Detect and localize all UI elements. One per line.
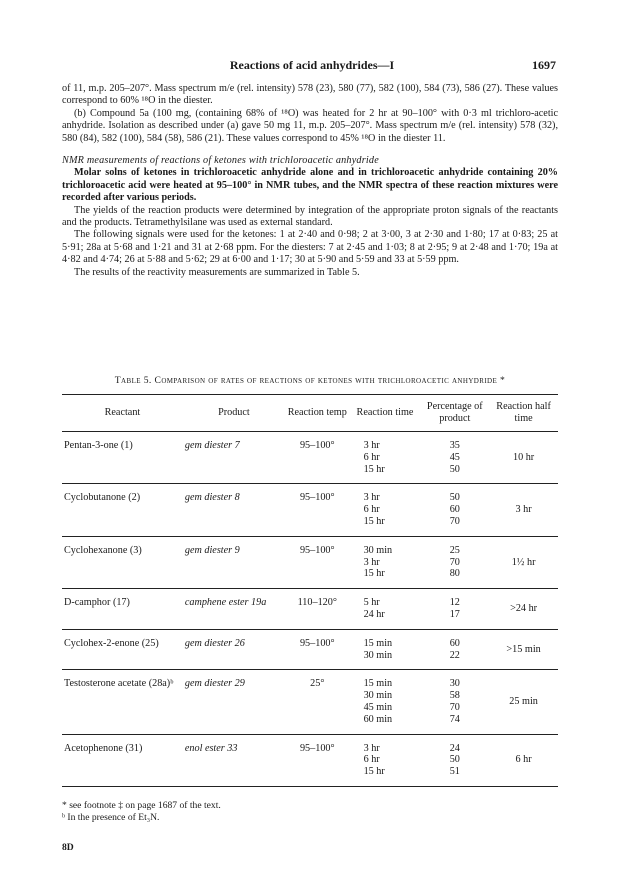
table-caption <box>62 375 558 386</box>
time-value: 15 hr <box>363 515 385 527</box>
percentage-value: 70 <box>449 515 460 527</box>
percentage-value: 51 <box>449 766 460 778</box>
percentage-value: 60 <box>449 637 460 649</box>
table-row <box>62 670 558 734</box>
percentage-value: 12 <box>449 597 460 609</box>
cell-percentages <box>420 670 489 734</box>
time-value: 3 hr <box>363 556 380 568</box>
body-text <box>62 83 558 279</box>
footnote-b: ᵇ In the presence of Et₃N. <box>62 812 160 823</box>
table-row <box>62 484 558 536</box>
time-value: 15 hr <box>363 568 385 580</box>
cell-temp: 95–100° <box>285 629 350 670</box>
percentage-value: 17 <box>449 608 460 620</box>
cell-times <box>350 432 421 484</box>
percentage-value: 60 <box>449 504 460 516</box>
cell-half-time: 10 hr <box>489 432 558 484</box>
table-row <box>62 629 558 670</box>
paragraph-mass-spectrum-a: of 11, m.p. 205–207°. Mass spectrum m/e (rel. intensity) 578 (23), 580 (77), 582 (100), 584 (73), 586 (27). These values correspond to 60% ¹⁸O in the diester. <box>62 83 558 107</box>
cell-times <box>350 536 421 588</box>
col-header-temp: Reaction temp <box>285 395 350 432</box>
cell-percentages <box>420 734 489 786</box>
percentage-value: 45 <box>449 451 460 463</box>
cell-half-time: >24 hr <box>489 589 558 630</box>
paragraph-yields: The yields of the reaction products were determined by integration of the appropriate proton signals of the reactants and the products. Tetramethylsilane was used as external standard. <box>62 204 558 229</box>
time-value: 3 hr <box>363 492 380 504</box>
cell-times <box>350 629 421 670</box>
percentage-value: 58 <box>449 690 460 702</box>
cell-reactant: Acetophenone (31) <box>62 734 183 786</box>
time-value: 3 hr <box>363 440 380 451</box>
cell-times <box>350 484 421 536</box>
cell-temp: 25° <box>285 670 350 734</box>
cell-product: enol ester 33 <box>183 734 285 786</box>
time-value: 15 min <box>363 637 393 649</box>
paragraph-results: The results of the reactivity measurements are summarized in Table 5. <box>74 266 360 278</box>
cell-product: gem diester 26 <box>183 629 285 670</box>
running-header-title: Reactions of acid anhydrides—I <box>229 58 395 72</box>
footnotes <box>62 800 221 824</box>
time-value: 15 hr <box>363 766 385 778</box>
cell-times <box>350 670 421 734</box>
cell-half-time: >15 min <box>489 629 558 670</box>
cell-temp: 95–100° <box>285 484 350 536</box>
cell-half-time: 3 hr <box>489 484 558 536</box>
percentage-value: 80 <box>449 568 460 580</box>
table-caption-text: Table 5. Comparison of rates of reactions of ketones with trichloroacetic anhydride * <box>114 375 506 386</box>
cell-temp: 95–100° <box>285 734 350 786</box>
percentage-value: 70 <box>449 701 460 713</box>
table-row <box>62 734 558 786</box>
table-5 <box>62 394 558 787</box>
percentage-value: 50 <box>449 492 460 504</box>
cell-reactant: D-camphor (17) <box>62 589 183 630</box>
cell-product: gem diester 8 <box>183 484 285 536</box>
time-value: 6 hr <box>363 451 380 463</box>
time-value: 3 hr <box>363 742 380 754</box>
cell-percentages <box>420 629 489 670</box>
cell-product: gem diester 29 <box>183 670 285 734</box>
cell-half-time: 25 min <box>489 670 558 734</box>
paragraph-nmr-method: Molar solns of ketones in trichloroacetic anhydride alone and in trichloroacetic anhydride containing 20% trichloroacetic acid were heated at 95–100° in NMR tubes, and the NMR spectra of these reaction mixtures were recorded after various periods. <box>62 167 558 204</box>
percentage-value: 74 <box>449 713 460 725</box>
table-row <box>62 432 558 484</box>
col-header-reactant: Reactant <box>62 395 183 432</box>
table-body <box>62 432 558 787</box>
table-row <box>62 536 558 588</box>
percentage-value: 70 <box>449 556 460 568</box>
time-value: 30 min <box>363 649 393 661</box>
paragraph-signals: The following signals were used for the ketones: 1 at 2·40 and 0·98; 2 at 3·00, 3 at 2·30 and 1·80; 17 at 0·83; 25 at 5·91; 28a at 5·68 and 1·21 and 31 at 2·68 ppm. For the diesters: 7 at 2·45 and 1·03; 8 at 2·95; 9 at 2·48 and 1·70; 19a at 4·82 and 4·74; 26 at 5·88 and 5·62; 29 at 6·00 and 1·17; 30 at 5·90 and 5·59 and 33 at 5·59 ppm. <box>62 229 558 266</box>
percentage-value: 35 <box>449 440 460 451</box>
col-header-percentage: Percentage of product <box>420 395 489 432</box>
time-value: 30 min <box>363 690 393 702</box>
cell-temp: 95–100° <box>285 536 350 588</box>
time-value: 5 hr <box>363 597 380 609</box>
cell-reactant: Cyclohexanone (3) <box>62 536 183 588</box>
paragraph-mass-spectrum-b: (b) Compound 5a (100 mg, (containing 68% of ¹⁸O) was heated for 2 hr at 90–100° with 0·3 ml trichloro-acetic anhydride. Isolation as described under (a) gave 50 mg 11, m.p. 205–207°. Mass spectrum m/e (rel. intensity) 578 (32), 580 (84), 582 (100), 584 (58), 586 (21). These values correspond to 45% ¹⁸O in the diester 11. <box>62 107 558 144</box>
table-row <box>62 589 558 630</box>
cell-percentages <box>420 432 489 484</box>
cell-temp: 110–120° <box>285 589 350 630</box>
cell-reactant: Testosterone acetate (28a)ᵇ <box>62 670 183 734</box>
time-value: 15 min <box>363 678 393 690</box>
cell-reactant: Cyclobutanone (2) <box>62 484 183 536</box>
col-header-half-time: Reaction half time <box>489 395 558 432</box>
cell-product: camphene ester 19a <box>183 589 285 630</box>
time-value: 30 min <box>363 544 393 556</box>
cell-times <box>350 589 421 630</box>
cell-reactant: Cyclohex-2-enone (25) <box>62 629 183 670</box>
percentage-value: 50 <box>449 463 460 475</box>
time-value: 6 hr <box>363 504 380 516</box>
table-header-row <box>62 395 558 432</box>
time-value: 24 hr <box>363 608 385 620</box>
col-header-time: Reaction time <box>350 395 421 432</box>
cell-product: gem diester 7 <box>183 432 285 484</box>
time-value: 15 hr <box>363 463 385 475</box>
percentage-value: 25 <box>449 544 460 556</box>
time-value: 6 hr <box>363 754 380 766</box>
time-value: 45 min <box>363 701 393 713</box>
cell-product: gem diester 9 <box>183 536 285 588</box>
cell-percentages <box>420 484 489 536</box>
col-header-product: Product <box>183 395 285 432</box>
cell-half-time: 1½ hr <box>489 536 558 588</box>
percentage-value: 22 <box>449 649 460 661</box>
section-heading-nmr: NMR measurements of reactions of ketones with trichloroacetic anhydride <box>62 155 379 167</box>
percentage-value: 24 <box>449 742 460 754</box>
percentage-value: 30 <box>449 678 460 690</box>
time-value: 60 min <box>363 713 393 725</box>
cell-half-time: 6 hr <box>489 734 558 786</box>
cell-percentages <box>420 589 489 630</box>
cell-percentages <box>420 536 489 588</box>
page-code: 8D <box>62 842 74 853</box>
footnote-a: * see footnote ‡ on page 1687 of the text. <box>62 800 221 811</box>
cell-reactant: Pentan-3-one (1) <box>62 432 183 484</box>
page-number: 1697 <box>532 58 556 72</box>
percentage-value: 50 <box>449 754 460 766</box>
cell-temp: 95–100° <box>285 432 350 484</box>
cell-times <box>350 734 421 786</box>
